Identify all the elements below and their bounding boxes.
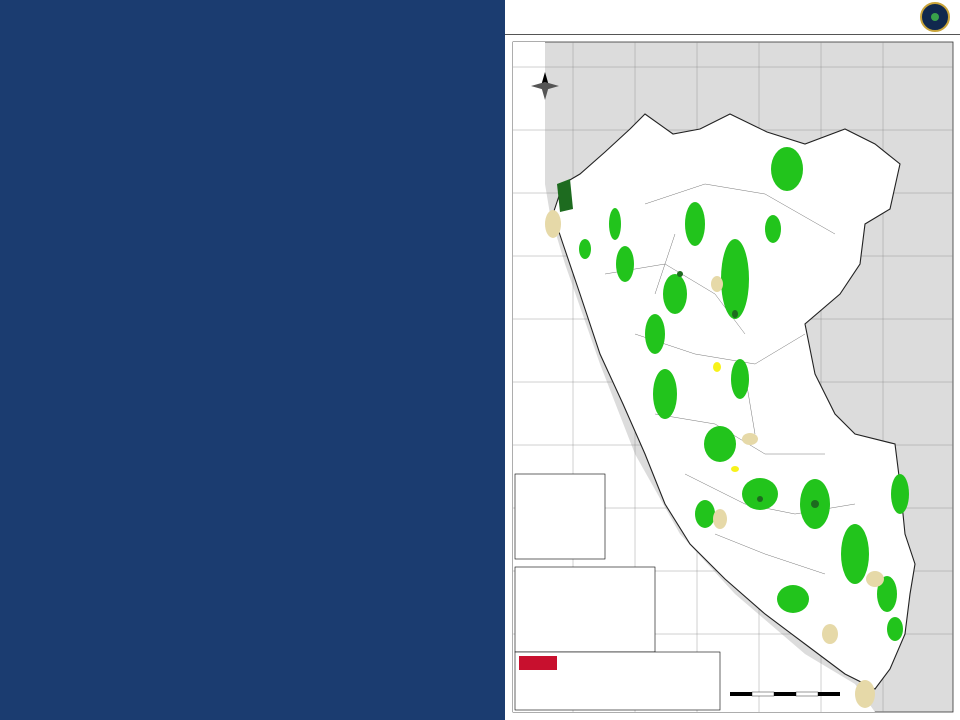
senamhi-logo <box>920 2 950 32</box>
map-header <box>505 0 960 35</box>
map-canvas <box>505 34 960 720</box>
map-footer <box>515 652 720 710</box>
definitions-table <box>515 567 655 652</box>
legend <box>515 474 605 559</box>
scale-bar <box>730 692 840 696</box>
rainfall-map <box>505 0 960 720</box>
